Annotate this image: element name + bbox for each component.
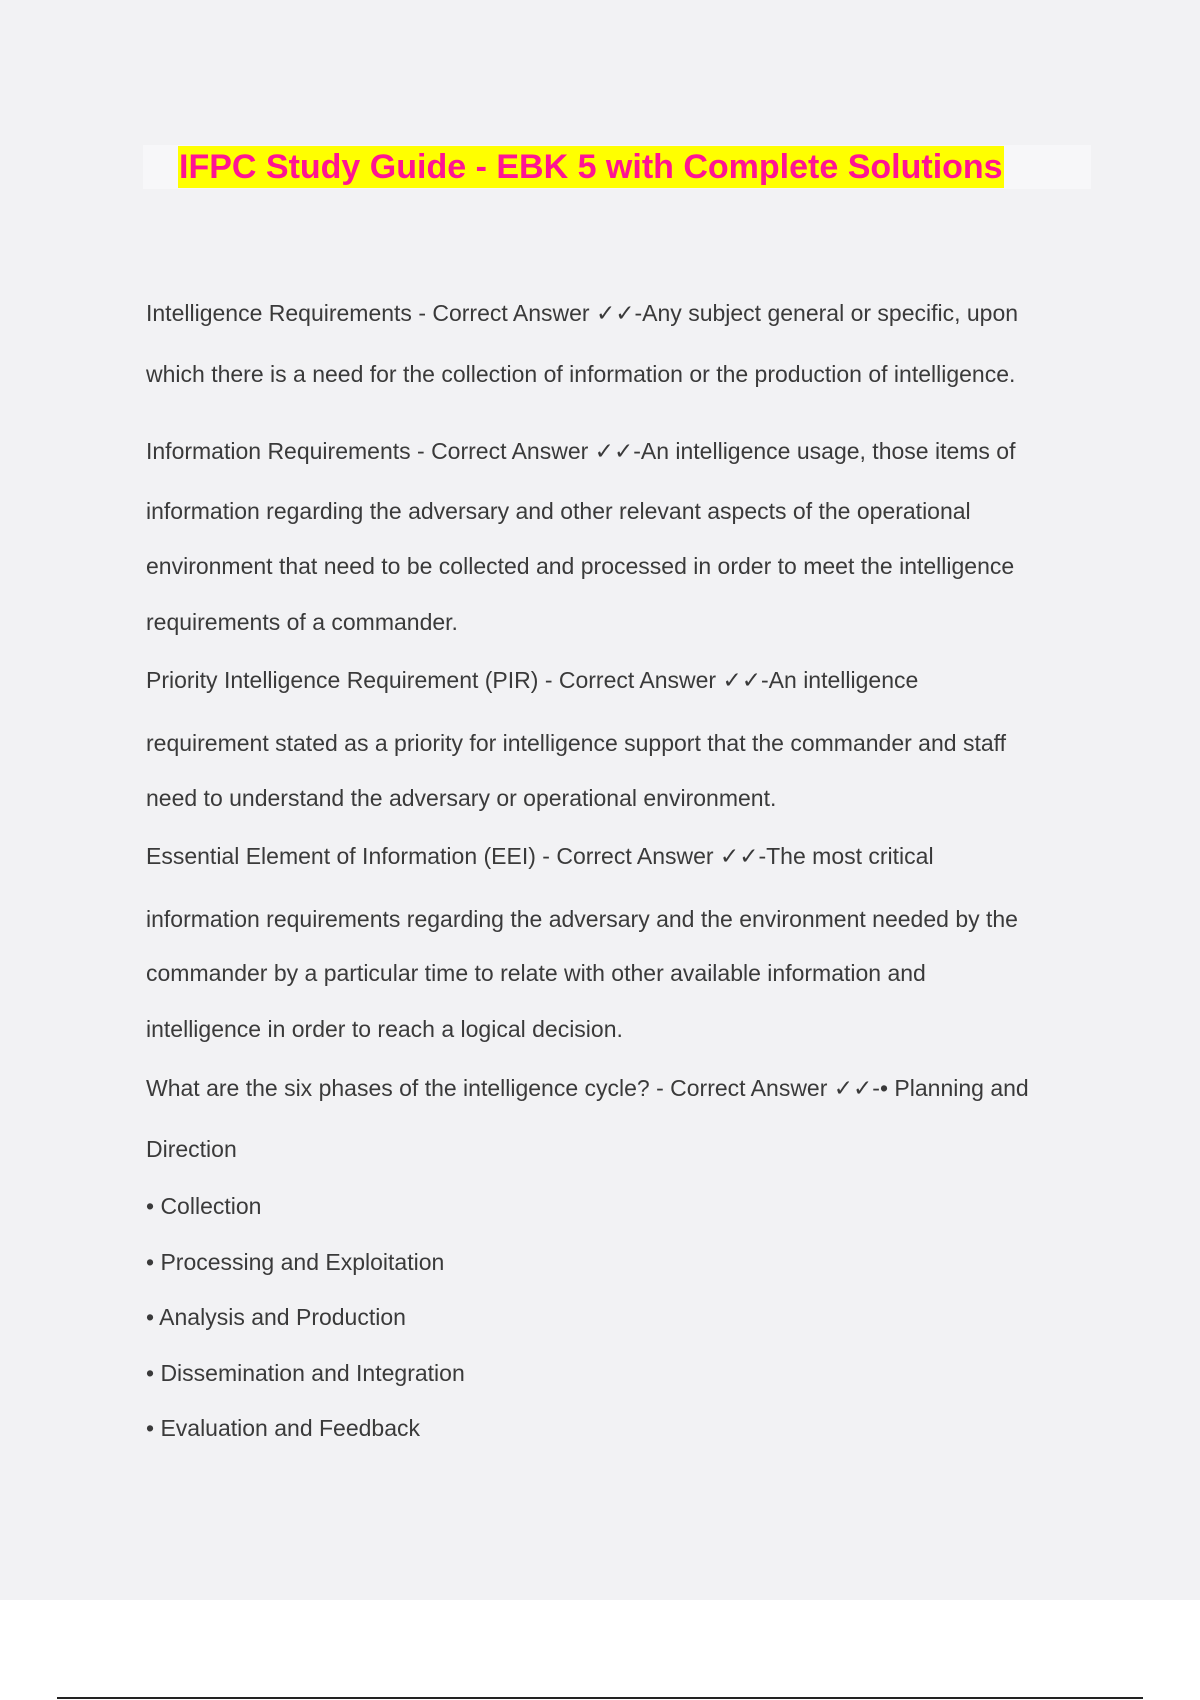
bullet-item: • Collection (146, 1193, 262, 1219)
text-line: requirement stated as a priority for intelligence support that the commander and staff (146, 730, 1006, 756)
bullet-item: • Dissemination and Integration (146, 1360, 465, 1386)
text-line: intelligence in order to reach a logical decision. (146, 1016, 623, 1042)
text-line: Direction (146, 1136, 237, 1162)
text-line: need to understand the adversary or operational environment. (146, 785, 777, 811)
bullet-item: • Processing and Exploitation (146, 1249, 445, 1275)
document-title: IFPC Study Guide - EBK 5 with Complete Solutions (179, 148, 1003, 186)
text-line: information requirements regarding the adversary and the environment needed by the (146, 906, 1018, 932)
text-line: commander by a particular time to relate with other available information and (146, 960, 926, 986)
text-line: which there is a need for the collection of information or the production of intelligence. (146, 361, 1016, 387)
text-line: requirements of a commander. (146, 609, 458, 635)
text-line: Information Requirements - Correct Answer ✓✓-An intelligence usage, those items of (146, 438, 1016, 464)
text-line: Intelligence Requirements - Correct Answer ✓✓-Any subject general or specific, upon (146, 300, 1019, 326)
text-line: What are the six phases of the intelligence cycle? - Correct Answer ✓✓-• Planning and (146, 1075, 1029, 1101)
page-divider (57, 1697, 1143, 1699)
text-line: information regarding the adversary and other relevant aspects of the operational (146, 498, 971, 524)
text-line: Priority Intelligence Requirement (PIR) - Correct Answer ✓✓-An intelligence (146, 667, 919, 693)
bullet-item: • Analysis and Production (146, 1304, 406, 1330)
bullet-item: • Evaluation and Feedback (146, 1415, 421, 1441)
text-line: Essential Element of Information (EEI) - Correct Answer ✓✓-The most critical (146, 843, 934, 869)
text-line: environment that need to be collected and processed in order to meet the intelligence (146, 553, 1015, 579)
